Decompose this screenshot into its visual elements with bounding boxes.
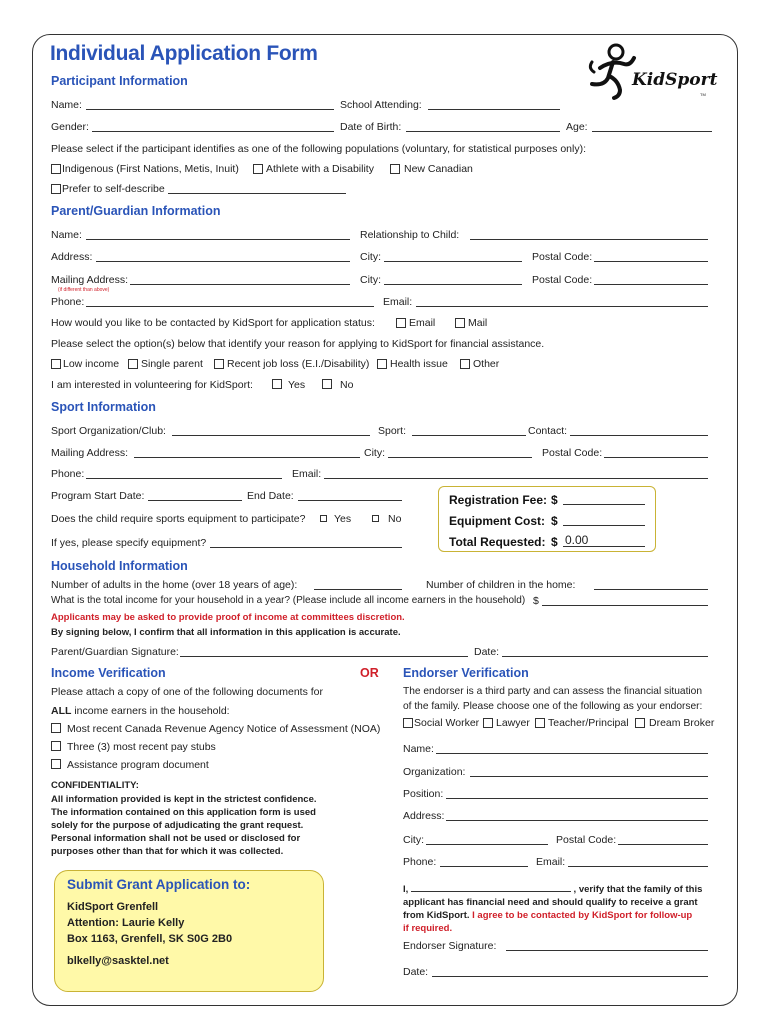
- dream-broker-label: Dream Broker: [649, 717, 715, 729]
- guardian-postal-field[interactable]: [594, 251, 708, 262]
- gender-field[interactable]: [92, 121, 334, 132]
- endorser-name-label: Name:: [403, 743, 434, 755]
- guardian-mailing-field[interactable]: [130, 274, 350, 285]
- guardian-signature-field[interactable]: [180, 646, 468, 657]
- sport-email-field[interactable]: [324, 468, 708, 479]
- relationship-label: Relationship to Child:: [360, 229, 460, 241]
- endorser-name-field[interactable]: [436, 743, 708, 754]
- guardian-name-field[interactable]: [86, 229, 350, 240]
- relationship-field[interactable]: [470, 229, 708, 240]
- singleparent-label: Single parent: [141, 358, 203, 370]
- reg-fee-dollar: $: [551, 493, 558, 507]
- confidentiality-line: All information provided is kept in the strictest confidence.: [51, 794, 317, 805]
- volunteer-yes-label: Yes: [288, 379, 306, 391]
- kidsport-logo: [580, 42, 718, 102]
- equip-cost-field[interactable]: [563, 515, 645, 526]
- sport-org-field[interactable]: [172, 425, 370, 436]
- start-date-label: Program Start Date:: [51, 490, 145, 502]
- contact-mail-label: Mail: [468, 317, 488, 329]
- volunteer-prompt: I am interested in volunteering for KidSport:: [51, 379, 253, 391]
- singleparent-checkbox[interactable]: [128, 359, 138, 369]
- equip-cost-dollar: $: [551, 514, 558, 528]
- sport-org-label: Sport Organization/Club:: [51, 425, 166, 437]
- income-verif-line1: Please attach a copy of one of the following documents for: [51, 686, 324, 698]
- school-label: School Attending:: [340, 99, 422, 111]
- verify-line3-black: from KidSport.: [403, 910, 473, 921]
- lowincome-checkbox[interactable]: [51, 359, 61, 369]
- endorser-heading: Endorser Verification: [403, 666, 529, 680]
- sport-city-label: City:: [364, 447, 385, 459]
- reason-prompt: Please select the option(s) below that identify your reason for applying to KidSport for financial assistance.: [51, 338, 545, 350]
- endorser-org-label: Organization:: [403, 766, 466, 778]
- volunteer-no-label: No: [340, 379, 354, 391]
- endorser-email-field[interactable]: [568, 856, 708, 867]
- guardian-signature-label: Parent/Guardian Signature:: [51, 646, 179, 658]
- guardian-phone-field[interactable]: [86, 296, 374, 307]
- adults-label: Number of adults in the home (over 18 years of age):: [51, 579, 298, 591]
- endorser-postal-field[interactable]: [618, 834, 708, 845]
- guardian-city2-label: City:: [360, 274, 381, 286]
- endorser-line1: The endorser is a third party and can assess the financial situation: [403, 686, 702, 697]
- participant-name-label: Name:: [51, 99, 82, 111]
- confidentiality-heading: CONFIDENTIALITY:: [51, 780, 139, 791]
- end-date-field[interactable]: [298, 490, 402, 501]
- sport-mailing-label: Mailing Address:: [51, 447, 129, 459]
- equip-no-checkbox[interactable]: [372, 515, 379, 522]
- income-verif-line2: [51, 705, 230, 717]
- dream-broker-checkbox[interactable]: [635, 718, 645, 728]
- household-heading: Household Information: [51, 559, 188, 573]
- selfdescribe-checkbox[interactable]: [51, 184, 61, 194]
- start-date-field[interactable]: [148, 490, 242, 501]
- sport-postal-label: Postal Code:: [542, 447, 603, 459]
- indigenous-checkbox[interactable]: [51, 164, 61, 174]
- submit-address: Box 1163, Grenfell, SK S0G 2B0: [67, 933, 233, 945]
- paystubs-checkbox[interactable]: [51, 741, 61, 751]
- submit-org: KidSport Grenfell: [67, 901, 159, 913]
- income-prompt: What is the total income for your household in a year? (Please include all income earners in the household): [51, 595, 526, 606]
- reg-fee-field[interactable]: [563, 494, 645, 505]
- endorser-phone-label: Phone:: [403, 856, 437, 868]
- verify-line2: applicant has financial need and should qualify to receive a grant: [403, 897, 698, 908]
- jobloss-checkbox[interactable]: [214, 359, 224, 369]
- guardian-postal2-label: Postal Code:: [532, 274, 593, 286]
- participant-name-field[interactable]: [86, 99, 334, 110]
- equip-prompt: Does the child require sports equipment to participate?: [51, 513, 306, 525]
- age-label: Age:: [566, 121, 588, 133]
- fee-summary-box: [438, 486, 656, 552]
- guardian-name-label: Name:: [51, 229, 82, 241]
- submit-heading: Submit Grant Application to:: [67, 877, 251, 892]
- adults-field[interactable]: [314, 579, 402, 590]
- sport-heading: Sport Information: [51, 400, 156, 414]
- contact-prompt: How would you like to be contacted by KidSport for application status:: [51, 317, 375, 329]
- noa-checkbox[interactable]: [51, 723, 61, 733]
- logo-text: KidSport: [632, 70, 718, 90]
- endorser-city-label: City:: [403, 834, 424, 846]
- submit-attention: Attention: Laurie Kelly: [67, 917, 185, 929]
- equip-specify-label: If yes, please specify equipment?: [51, 537, 207, 549]
- equip-yes-label: Yes: [334, 513, 352, 525]
- signature-date-field[interactable]: [502, 646, 708, 657]
- total-value: 0.00: [565, 533, 589, 547]
- endorser-phone-field[interactable]: [440, 856, 528, 867]
- reg-fee-label: Registration Fee:: [449, 493, 548, 507]
- endorser-city-field[interactable]: [426, 834, 548, 845]
- signature-date-label: Date:: [474, 646, 500, 658]
- guardian-mailing-label: Mailing Address:: [51, 274, 129, 286]
- lowincome-label: Low income: [63, 358, 120, 370]
- sport-postal-field[interactable]: [604, 447, 708, 458]
- confidentiality-line: Personal information shall not be used or disclosed for: [51, 833, 301, 844]
- income-verif-heading: Income Verification: [51, 666, 166, 680]
- guardian-address-field[interactable]: [96, 251, 350, 262]
- equip-yes-checkbox[interactable]: [320, 515, 327, 522]
- sport-mailing-field[interactable]: [134, 447, 360, 458]
- jobloss-label: Recent job loss (E.I./Disability): [227, 358, 370, 370]
- equip-no-label: No: [388, 513, 402, 525]
- total-label: Total Requested:: [449, 535, 546, 549]
- participant-heading: Participant Information: [51, 74, 188, 88]
- sport-phone-field[interactable]: [86, 468, 282, 479]
- sport-contact-label: Contact:: [528, 425, 568, 437]
- submit-email[interactable]: blkelly@sasktel.net: [67, 955, 169, 967]
- guardian-phone-label: Phone:: [51, 296, 85, 308]
- contact-email-checkbox[interactable]: [396, 318, 406, 328]
- guardian-email-field[interactable]: [416, 296, 708, 307]
- disability-checkbox[interactable]: [253, 164, 263, 174]
- all-emphasis: ALL: [51, 705, 72, 717]
- income-dollar: $: [533, 595, 539, 607]
- guardian-postal-label: Postal Code:: [532, 251, 593, 263]
- health-label: Health issue: [390, 358, 448, 370]
- endorser-position-field[interactable]: [446, 788, 708, 799]
- guardian-heading: Parent/Guardian Information: [51, 204, 221, 218]
- lawyer-checkbox[interactable]: [483, 718, 493, 728]
- social-worker-checkbox[interactable]: [403, 718, 413, 728]
- volunteer-no-checkbox[interactable]: [322, 379, 332, 389]
- endorser-line2: of the family. Please choose one of the following as your endorser:: [403, 701, 703, 712]
- teacher-checkbox[interactable]: [535, 718, 545, 728]
- volunteer-yes-checkbox[interactable]: [272, 379, 282, 389]
- assistance-label: Assistance program document: [67, 759, 209, 771]
- children-field[interactable]: [594, 579, 708, 590]
- guardian-address-label: Address:: [51, 251, 93, 263]
- lawyer-label: Lawyer: [496, 717, 530, 729]
- population-prompt: Please select if the participant identifies as one of the following populations (voluntary, for statistical purposes only):: [51, 143, 587, 155]
- contact-mail-checkbox[interactable]: [455, 318, 465, 328]
- dob-field[interactable]: [406, 121, 560, 132]
- endorser-date-label: Date:: [403, 966, 429, 978]
- dob-label: Date of Birth:: [340, 121, 402, 133]
- assistance-checkbox[interactable]: [51, 759, 61, 769]
- endorser-position-label: Position:: [403, 788, 444, 800]
- confidentiality-line: solely for the purpose of adjudicating the grant request.: [51, 820, 304, 831]
- mailing-note: (if different than above): [58, 287, 110, 293]
- verify-prefix: I,: [403, 884, 411, 895]
- guardian-postal2-field[interactable]: [594, 274, 708, 285]
- sport-phone-label: Phone:: [51, 468, 85, 480]
- verify-line1: [403, 883, 702, 895]
- health-checkbox[interactable]: [377, 359, 387, 369]
- endorser-org-field[interactable]: [470, 766, 708, 777]
- newcanadian-label: New Canadian: [404, 163, 473, 175]
- endorser-address-label: Address:: [403, 810, 445, 822]
- guardian-email-label: Email:: [383, 296, 413, 308]
- selfdescribe-label: Prefer to self-describe: [62, 183, 165, 195]
- other-checkbox[interactable]: [460, 359, 470, 369]
- guardian-city-label: City:: [360, 251, 381, 263]
- equip-specify-field[interactable]: [210, 537, 402, 548]
- gender-label: Gender:: [51, 121, 89, 133]
- verify-suffix: , verify that the family of this: [570, 884, 703, 895]
- proof-note: Applicants may be asked to provide proof of income at committees discretion.: [51, 612, 405, 623]
- endorser-address-field[interactable]: [446, 810, 708, 821]
- age-field[interactable]: [592, 121, 712, 132]
- social-worker-label: Social Worker: [414, 717, 480, 729]
- guardian-city2-field[interactable]: [384, 274, 522, 285]
- sport-field[interactable]: [412, 425, 526, 436]
- other-label: Other: [473, 358, 500, 370]
- sport-contact-field[interactable]: [570, 425, 708, 436]
- or-label: OR: [360, 666, 379, 680]
- income-field[interactable]: [542, 595, 708, 606]
- verify-line3-red: I agree to be contacted by KidSport for follow-up: [472, 910, 693, 921]
- logo-tm: TM: [700, 92, 706, 97]
- total-dollar: $: [551, 535, 558, 549]
- paystubs-label: Three (3) most recent pay stubs: [67, 741, 216, 753]
- contact-email-label: Email: [409, 317, 436, 329]
- endorser-date-field[interactable]: [432, 966, 708, 977]
- endorser-email-label: Email:: [536, 856, 566, 868]
- disability-label: Athlete with a Disability: [266, 163, 374, 175]
- verify-line4: if required.: [403, 923, 453, 934]
- confidentiality-line: purposes other than that for which it was collected.: [51, 846, 284, 857]
- sport-email-label: Email:: [292, 468, 322, 480]
- indigenous-label: Indigenous (First Nations, Metis, Inuit): [62, 163, 239, 175]
- sport-city-field[interactable]: [388, 447, 532, 458]
- school-field[interactable]: [428, 99, 560, 110]
- submit-box: [54, 870, 324, 992]
- confirm-statement: By signing below, I confirm that all information in this application is accurate.: [51, 627, 401, 638]
- endorser-postal-label: Postal Code:: [556, 834, 617, 846]
- form-title: Individual Application Form: [50, 42, 318, 65]
- teacher-label: Teacher/Principal: [548, 717, 629, 729]
- end-date-label: End Date:: [247, 490, 294, 502]
- endorser-signature-label: Endorser Signature:: [403, 940, 497, 952]
- verify-line3: [403, 910, 692, 921]
- confidentiality-line: The information contained on this application form is used: [51, 807, 316, 818]
- selfdescribe-field[interactable]: [168, 183, 346, 194]
- noa-label: Most recent Canada Revenue Agency Notice of Assessment (NOA): [67, 723, 381, 735]
- guardian-city-field[interactable]: [384, 251, 522, 262]
- children-label: Number of children in the home:: [426, 579, 576, 591]
- income-verif-line2-rest: income earners in the household:: [71, 705, 230, 717]
- endorser-signature-field[interactable]: [506, 940, 708, 951]
- newcanadian-checkbox[interactable]: [390, 164, 400, 174]
- sport-label: Sport:: [378, 425, 407, 437]
- verify-name-field[interactable]: [411, 883, 571, 892]
- equip-cost-label: Equipment Cost:: [449, 514, 545, 528]
